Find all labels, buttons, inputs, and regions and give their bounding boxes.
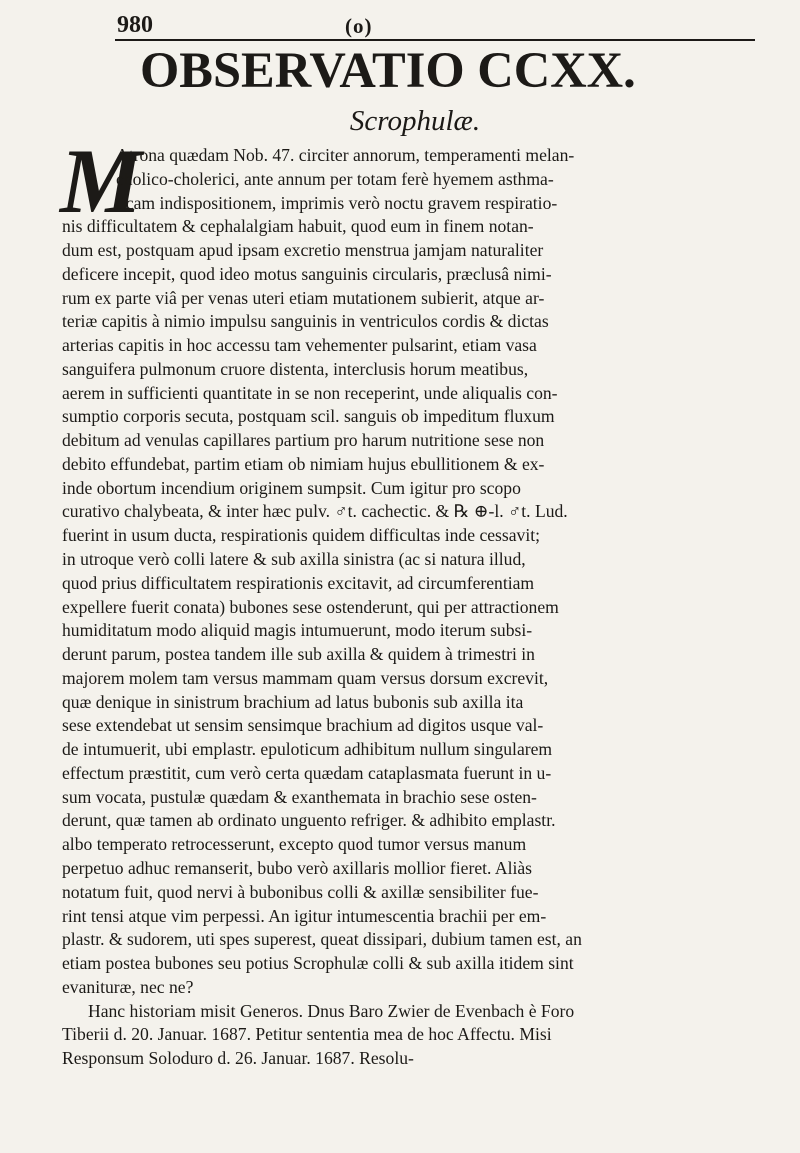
- text-line: aerem in sufficienti quantitate in se non receperint, unde aliqualis con-: [62, 382, 558, 403]
- page-number: 980: [117, 12, 153, 38]
- text-line: arterias capitis in hoc accessu tam vehementer pulsarint, etiam vasa: [62, 335, 537, 356]
- text-line: notatum fuit, quod nervi à bubonibus colli & axillæ sensibiliter fue-: [62, 881, 539, 902]
- text-line: inde obortum incendium originem sumpsit. Cum igitur pro scopo: [62, 477, 521, 498]
- text-line: humiditatum modo aliquid magis intumuerunt, modo iterum subsi-: [62, 620, 533, 641]
- text-line: derunt, quæ tamen ab ordinato unguento refriger. & adhibito emplastr.: [62, 810, 556, 831]
- text-line: expellere fuerit conata) bubones sese ostenderunt, qui per attractionem: [62, 596, 559, 617]
- observation-title: OBSERVATIO CCXX.: [140, 43, 636, 99]
- header-ornament: (o): [345, 14, 373, 38]
- text-line: in utroque verò colli latere & sub axilla sinistra (ac si natura illud,: [62, 549, 526, 570]
- text-line: albo temperato retrocesserunt, excepto quod tumor versus manum: [62, 834, 527, 855]
- text-line: Hanc historiam misit Generos. Dnus Baro Zwier de Evenbach è Foro: [88, 1000, 575, 1021]
- text-line: nis difficultatem & cephalalgiam habuit, quod eum in finem notan-: [62, 216, 534, 237]
- text-line: cholico-cholerici, ante annum per totam ferè hyemem asthma-: [116, 168, 554, 189]
- text-line: deficere incepit, quod ideo motus sanguinis circularis, præclusâ nimi-: [62, 263, 552, 284]
- text-line: debito effundebat, partim etiam ob nimiam hujus ebullitionem & ex-: [62, 453, 545, 474]
- drop-cap: M: [60, 130, 142, 232]
- text-line: de intumuerit, ubi emplastr. epuloticum adhibitum nullum singularem: [62, 739, 553, 760]
- text-line: dum est, postquam apud ipsam excretio menstrua jamjam naturaliter: [62, 240, 544, 261]
- text-line: etiam postea bubones seu potius Scrophulæ colli & sub axilla itidem sint: [62, 953, 574, 974]
- text-line: teriæ capitis à nimio impulsu sanguinis in ventriculos cordis & dictas: [62, 311, 549, 332]
- text-line: sumptio corporis secuta, postquam scil. sanguis ob impeditum fluxum: [62, 406, 555, 427]
- text-line: quæ denique in sinistrum brachium ad latus bubonis sub axilla ita: [62, 691, 524, 712]
- header-rule: [115, 39, 755, 41]
- text-line: rint tensi atque vim perpessi. An igitur intumescentia brachii per em-: [62, 905, 547, 926]
- text-line: rum ex parte viâ per venas uteri etiam mutationem subierit, atque ar-: [62, 287, 545, 308]
- text-line: quod prius difficultatem respirationis excitavit, ad circumferentiam: [62, 572, 535, 593]
- text-line: debitum ad venulas capillares partium pro harum nutritione sese non: [62, 430, 545, 451]
- text-line: fuerint in usum ducta, respirationis quidem difficultas inde cessavit;: [62, 525, 541, 546]
- text-line: evanituræ, nec ne?: [62, 976, 194, 997]
- text-line: curativo chalybeata, & inter hæc pulv. ♂t. cachectic. & ℞ ⊕-l. ♂t. Lud.: [62, 501, 568, 522]
- text-line: majorem molem tam versus mammam quam versus dorsum excrevit,: [62, 667, 549, 688]
- text-line: Atrona quædam Nob. 47. circiter annorum, temperamenti melan-: [116, 145, 575, 165]
- section-subtitle: Scrophulæ.: [349, 105, 481, 137]
- text-line: plastr. & sudorem, uti spes superest, queat dissipari, dubium tamen est, an: [62, 929, 582, 950]
- text-line: perpetuo adhuc remanserit, bubo verò axillaris mollior fieret. Aliàs: [62, 857, 532, 878]
- text-line: effectum præstitit, cum verò certa quædam cataplasmata fuerunt in u-: [62, 762, 552, 783]
- text-line: sum vocata, pustulæ quædam & exanthemata in brachio sese osten-: [62, 786, 537, 807]
- text-line: ticam indispositionem, imprimis verò noctu gravem respiratio-: [116, 192, 558, 213]
- body-text: [62, 144, 732, 1071]
- text-line: derunt parum, postea tandem ille sub axilla & quidem à trimestri in: [62, 644, 535, 665]
- text-line: sanguifera pulmonum cruore distenta, interclusis horum meatibus,: [62, 358, 529, 379]
- text-line: Tiberii d. 20. Januar. 1687. Petitur sententia mea de hoc Affectu. Misi: [62, 1024, 552, 1045]
- text-line: sese extendebat ut sensim sensimque brachium ad digitos usque val-: [62, 715, 544, 736]
- text-line: Responsum Soloduro d. 26. Januar. 1687. Resolu-: [62, 1048, 414, 1069]
